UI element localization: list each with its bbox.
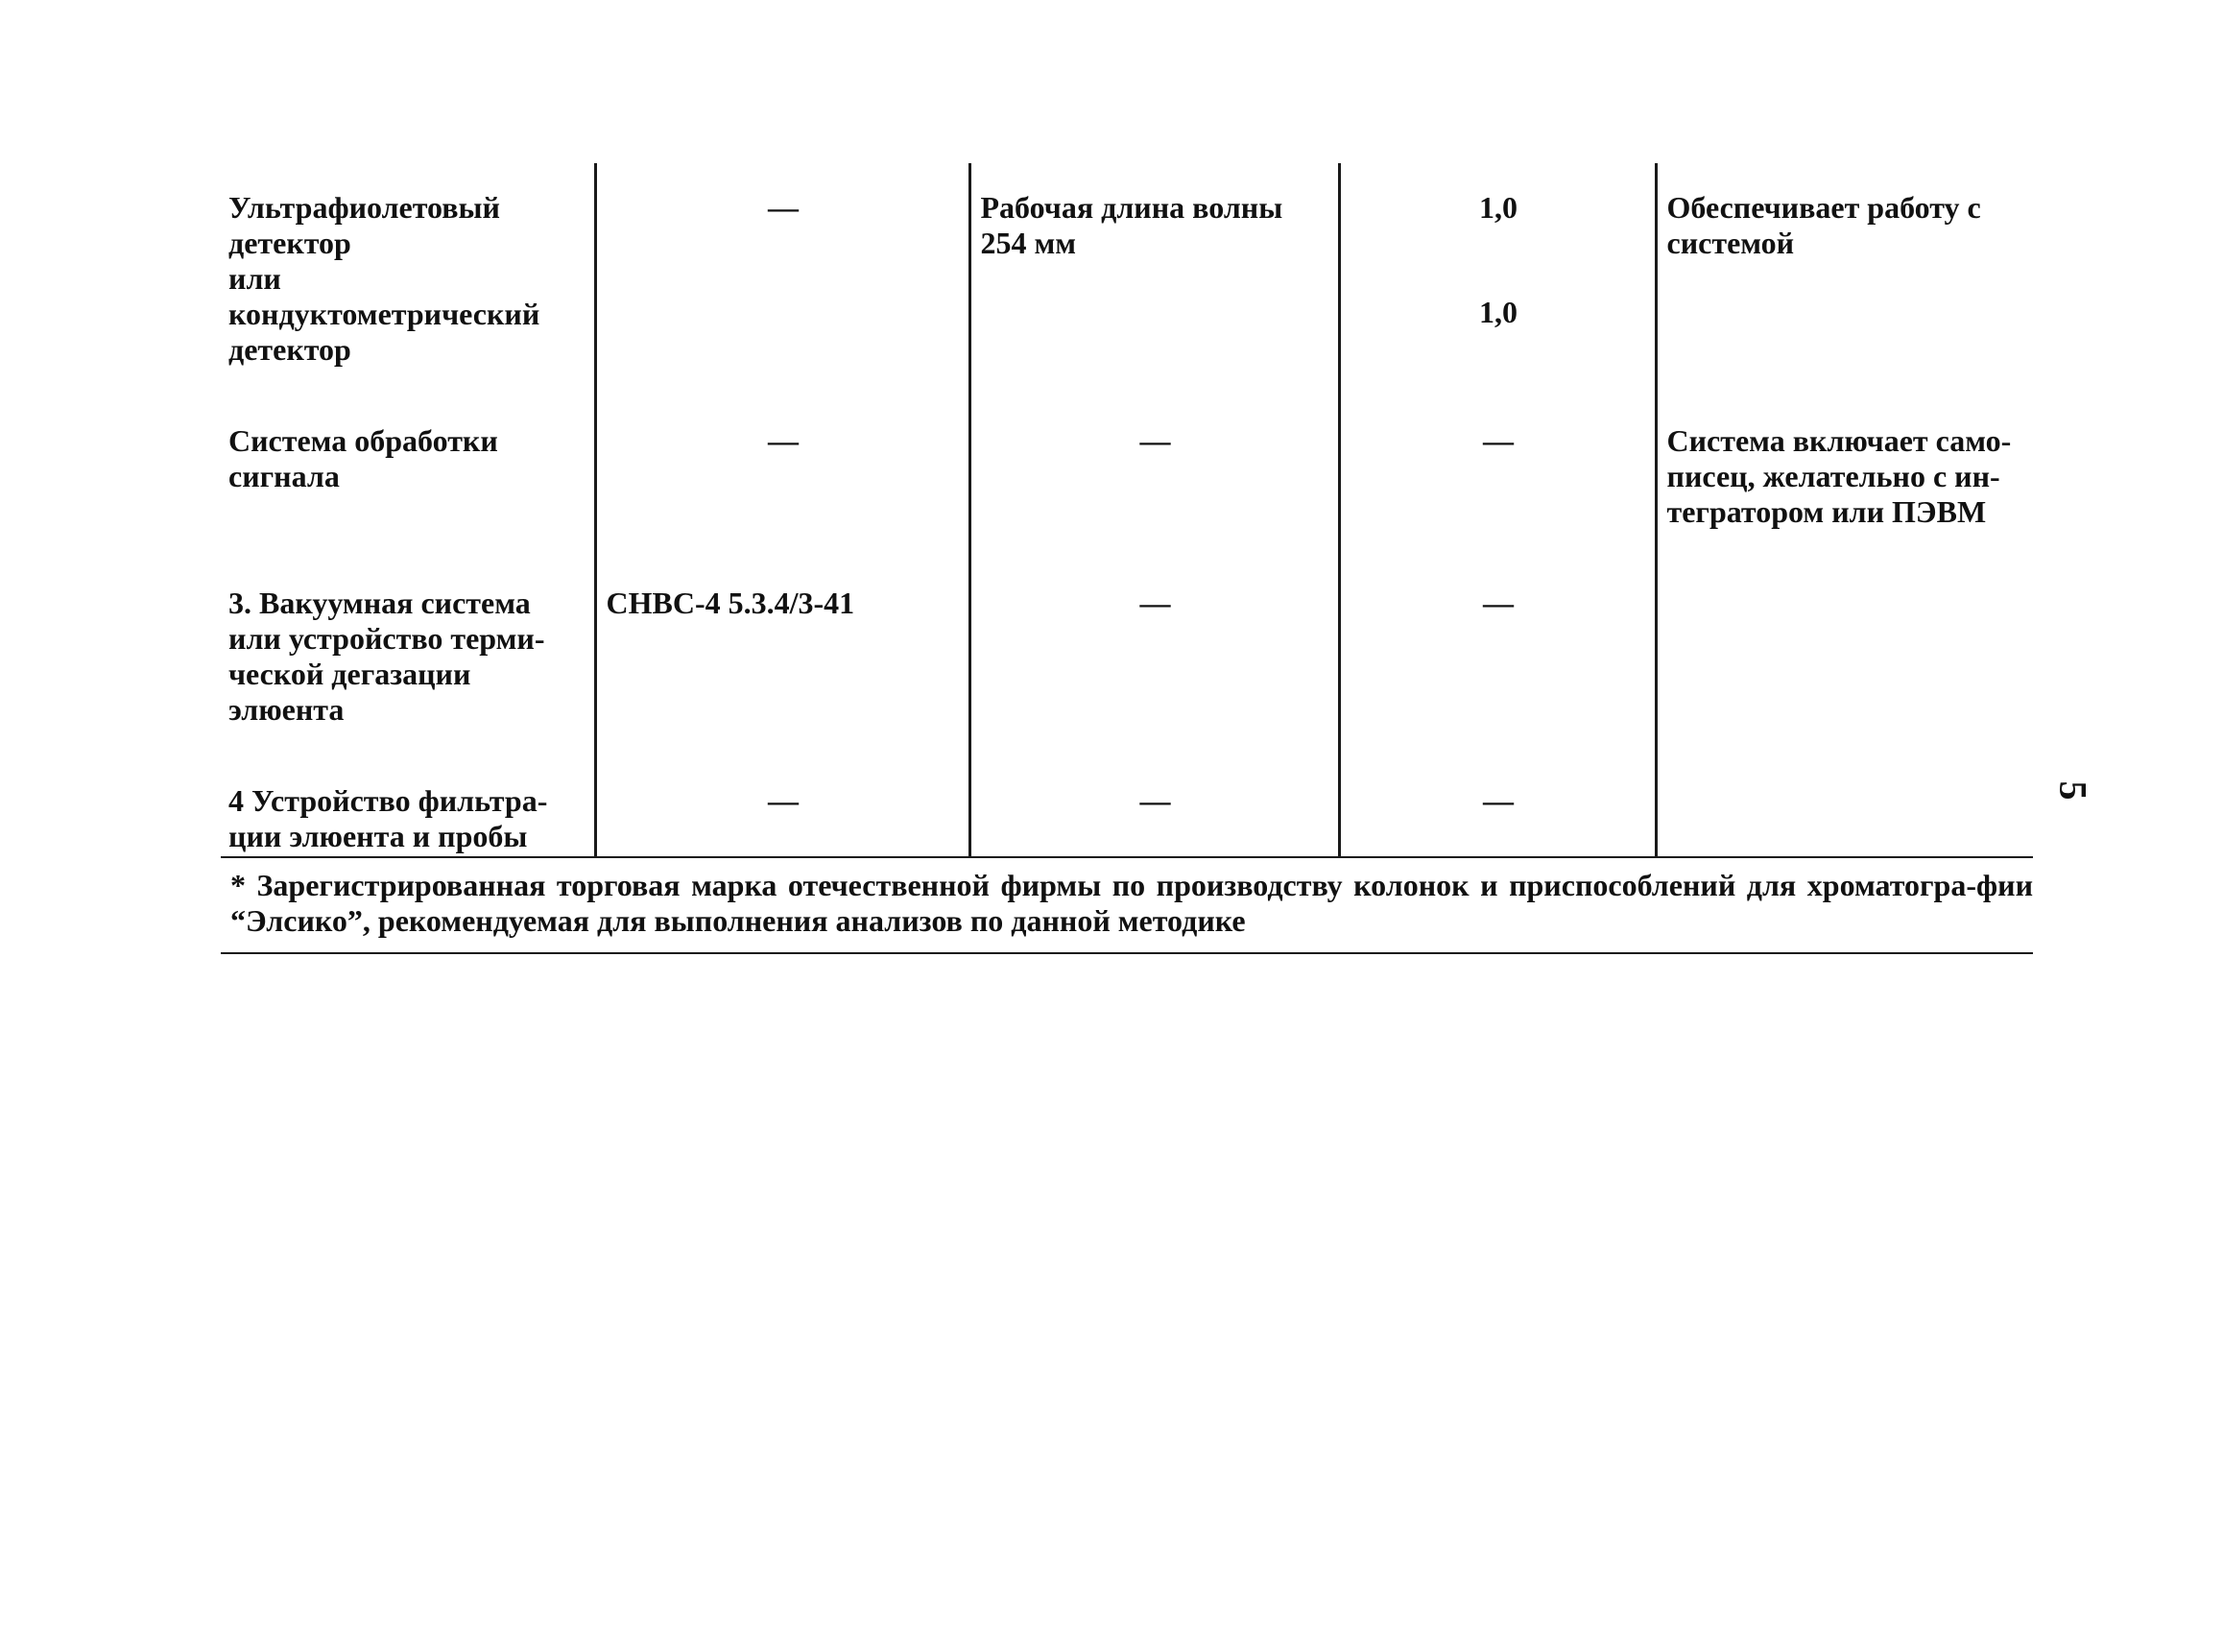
dash-value: — <box>768 190 799 225</box>
equipment-table <box>221 163 2033 856</box>
table-row <box>221 756 2033 856</box>
table-row <box>221 396 2033 559</box>
cell-note <box>1656 756 2033 856</box>
cell-note: Система включает само-писец, желательно с ин-тегратором или ПЭВМ <box>1656 396 2033 559</box>
cell-type-brand: СНВС-4 5.3.4/3-41 <box>595 559 969 756</box>
cell-characteristics <box>969 559 1339 756</box>
page-number: 5 <box>2051 780 2095 801</box>
cell-note: Обеспечивает работу с системой <box>1656 163 2033 396</box>
cell-characteristics <box>969 756 1339 856</box>
cell-characteristics: Рабочая длина волны 254 мм <box>969 163 1339 396</box>
quantity-value: 1,0 <box>1479 190 1518 225</box>
table-row <box>221 163 2033 396</box>
dash-value: — <box>768 783 799 818</box>
cell-type-brand <box>595 396 969 559</box>
dash-value: — <box>1139 586 1171 620</box>
footnote: * Зарегистрированная торговая марка отечественной фирмы по производству колонок и приспособлений для хроматогра-фии “Элсико”, рекомендуемая для выполнения анализов по данной методике <box>230 868 2033 938</box>
equipment-table-fragment <box>221 163 2033 954</box>
cell-name <box>221 163 595 396</box>
cell-type-brand <box>595 163 969 396</box>
cell-quantity <box>1339 559 1656 756</box>
cell-name-line: кондуктометрический <box>228 297 540 331</box>
dash-value: — <box>768 423 799 458</box>
cell-name-line: или <box>228 261 281 296</box>
footnote-bottom-rule <box>221 952 2033 954</box>
cell-name: Система обработки сигнала <box>228 423 498 493</box>
cell-name: 4 Устройство фильтра-ции элюента и пробы <box>228 783 548 853</box>
cell-name: 3. Вакуумная система или устройство терми-ческой дегазации элюента <box>228 586 545 727</box>
cell-name-line: Ультрафиолетовый <box>228 190 500 225</box>
cell-quantity <box>1339 163 1656 396</box>
cell-note <box>1656 559 2033 756</box>
dash-value: — <box>1483 586 1514 620</box>
table-row <box>221 559 2033 756</box>
cell-quantity <box>1339 396 1656 559</box>
quantity-value: 1,0 <box>1479 295 1518 329</box>
cell-type-brand <box>595 756 969 856</box>
dash-value: — <box>1483 783 1514 818</box>
cell-name-line: детектор <box>228 226 351 260</box>
cell-name-line: детектор <box>228 332 351 367</box>
dash-value: — <box>1483 423 1514 458</box>
dash-value: — <box>1139 423 1171 458</box>
dash-value: — <box>1139 783 1171 818</box>
cell-quantity <box>1339 756 1656 856</box>
cell-characteristics <box>969 396 1339 559</box>
